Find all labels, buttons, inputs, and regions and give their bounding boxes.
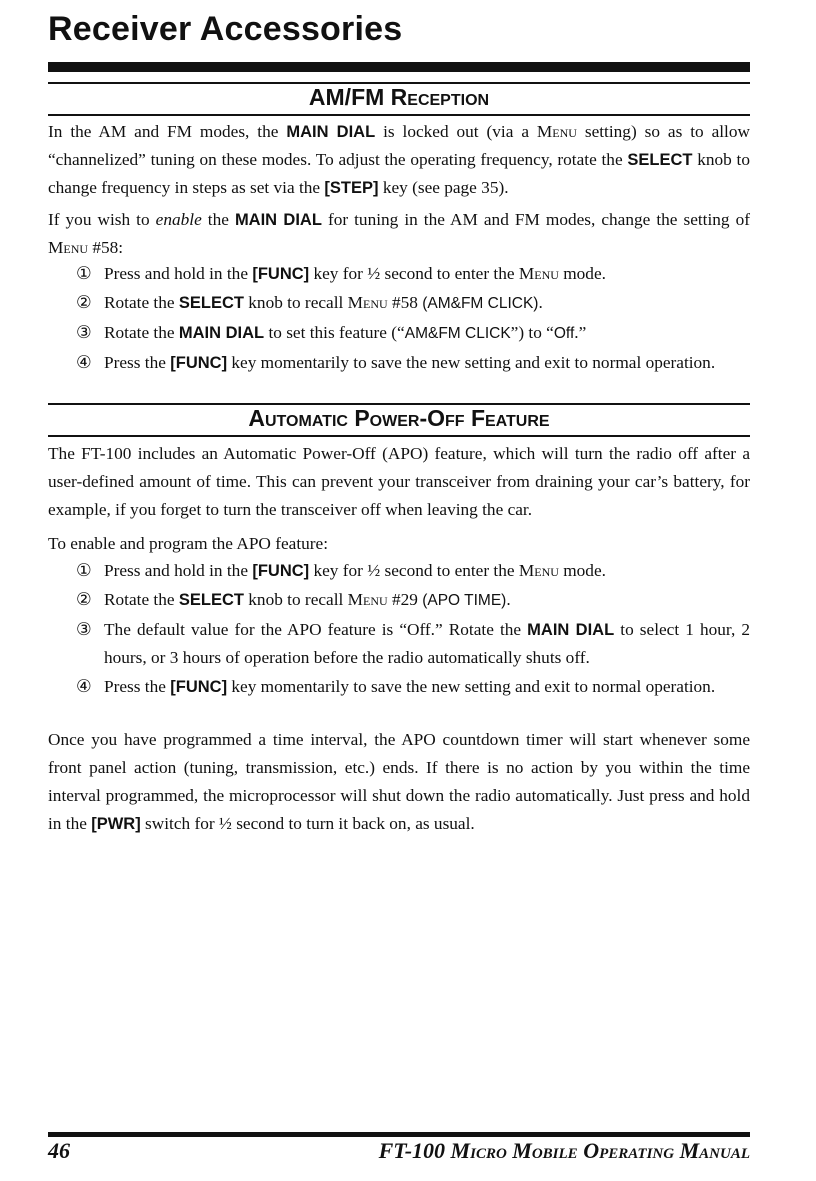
am-fm-steps-list [76, 260, 750, 378]
list-item: ② Rotate the SELECT knob to recall Menu #58 (AM&FM CLICK). [76, 293, 543, 312]
section-rule-bottom [48, 114, 750, 116]
section-rule-bottom [48, 435, 750, 437]
chapter-title: Receiver Accessories [48, 10, 403, 48]
list-item: ③ Rotate the MAIN DIAL to set this feature (“AM&FM CLICK”) to “Off.” [76, 323, 587, 342]
am-fm-enable-paragraph: If you wish to enable the MAIN DIAL for tuning in the AM and FM modes, change the setting of Menu #58: [48, 210, 750, 257]
list-item: ③ The default value for the APO feature is “Off.” Rotate the MAIN DIAL to select 1 hour, 2 hours, or 3 hours of operation before the radio automatically shuts off. [76, 620, 750, 667]
page-number: 46 [48, 1138, 70, 1163]
list-item: ② Rotate the SELECT knob to recall Menu #29 (APO TIME). [76, 590, 511, 609]
section-heading-apo: Automatic Power-Off Feature [248, 405, 550, 431]
manual-title: FT-100 Micro Mobile Operating Manual [378, 1138, 750, 1163]
list-item: ① Press and hold in the [FUNC] key for ½ second to enter the Menu mode. [76, 561, 606, 580]
list-item: ④ Press the [FUNC] key momentarily to save the new setting and exit to normal operation. [76, 353, 716, 372]
apo-intro-paragraph: The FT-100 includes an Automatic Power-Off (APO) feature, which will turn the radio off after a user-defined amount of time. This can prevent your transceiver from draining your car’s battery, for example, if you forget to turn the transceiver off when leaving the car. [48, 444, 750, 519]
list-item: ④ Press the [FUNC] key momentarily to save the new setting and exit to normal operation. [76, 677, 716, 696]
list-item: ① Press and hold in the [FUNC] key for ½ second to enter the Menu mode. [76, 264, 606, 283]
section-heading-am-fm: AM/FM Reception [308, 84, 490, 110]
footer-rule [48, 1132, 750, 1137]
chapter-title-bar [48, 62, 750, 72]
apo-enable-paragraph: To enable and program the APO feature: [48, 534, 328, 553]
apo-timer-paragraph: Once you have programmed a time interval, the APO countdown timer will start whenever some front panel action (tuning, transmission, etc.) ends. If there is no action by you within the time interval programmed, the microprocessor will shut down the radio automatically. Just press and hold in the [PWR] switch for ½ second to turn it back on, as usual. [48, 730, 750, 833]
am-fm-intro-paragraph: In the AM and FM modes, the MAIN DIAL is locked out (via a Menu setting) so as to allow “channelized” tuning on these modes. To adjust the operating frequency, rotate the SELECT knob to change frequency in steps as set via the [STEP] key (see page 35). [48, 122, 751, 197]
apo-steps-list [76, 557, 750, 702]
